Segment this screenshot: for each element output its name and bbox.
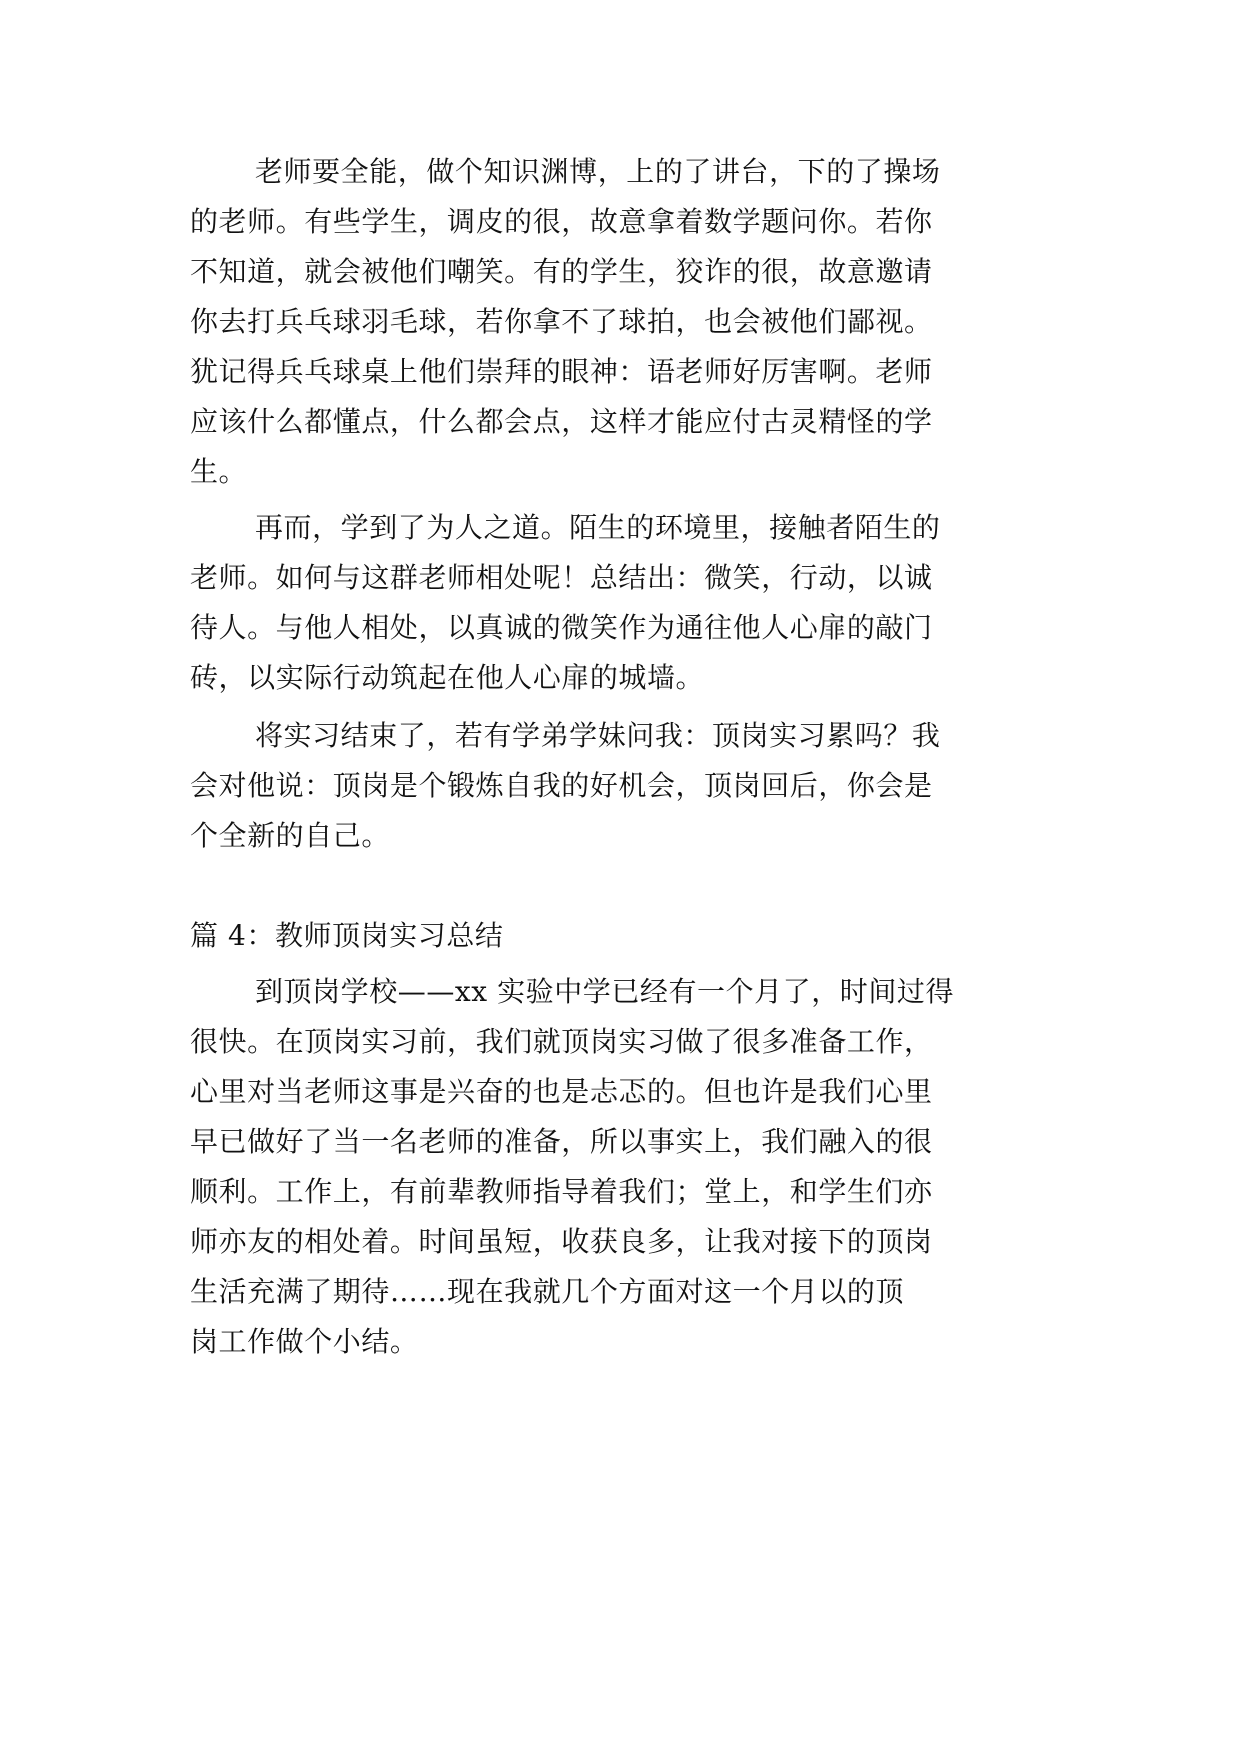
paragraph-line: 将实习结束了，若有学弟学妹问我：顶岗实习累吗？我 [255, 719, 941, 752]
paragraph-line: 老师要全能，做个知识渊博，上的了讲台，下的了操场 [255, 155, 941, 188]
paragraph-line: 的老师。有些学生，调皮的很，故意拿着数学题问你。若你 [190, 205, 933, 238]
paragraph-line: 会对他说：顶岗是个锻炼自我的好机会，顶岗回后，你会是 [190, 769, 933, 802]
paragraph-line: 顺利。工作上，有前辈教师指导着我们；堂上，和学生们亦 [190, 1175, 933, 1208]
paragraph-line: 犹记得兵乓球桌上他们崇拜的眼神：语老师好厉害啊。老师 [190, 355, 933, 388]
paragraph-line: 砖，以实际行动筑起在他人心扉的城墙。 [190, 661, 705, 694]
paragraph-line: 早已做好了当一名老师的准备，所以事实上，我们融入的很 [190, 1125, 933, 1158]
section-heading: 篇 4：教师顶岗实习总结 [190, 919, 504, 952]
paragraph-line: 个全新的自己。 [190, 819, 390, 852]
paragraph-line: 你去打兵乓球羽毛球，若你拿不了球拍，也会被他们鄙视。 [190, 305, 933, 338]
paragraph-line: 应该什么都懂点，什么都会点，这样才能应付古灵精怪的学 [190, 405, 933, 438]
paragraph-line: 再而，学到了为人之道。陌生的环境里，接触者陌生的 [255, 511, 941, 544]
paragraph-line: 生。 [190, 455, 248, 488]
paragraph-line: 待人。与他人相处，以真诚的微笑作为通往他人心扉的敲门 [190, 611, 933, 644]
paragraph-line: 岗工作做个小结。 [190, 1325, 419, 1358]
paragraph-line: 老师。如何与这群老师相处呢！总结出：微笑，行动，以诚 [190, 561, 933, 594]
paragraph-line: 师亦友的相处着。时间虽短，收获良多，让我对接下的顶岗 [190, 1225, 933, 1258]
paragraph-line: 不知道，就会被他们嘲笑。有的学生，狡诈的很，故意邀请 [190, 255, 933, 288]
paragraph-line: 很快。在顶岗实习前，我们就顶岗实习做了很多准备工作， [190, 1025, 933, 1058]
paragraph-line: 到顶岗学校——xx 实验中学已经有一个月了，时间过得 [255, 975, 955, 1008]
paragraph-line: 心里对当老师这事是兴奋的也是忐忑的。但也许是我们心里 [190, 1075, 933, 1108]
paragraph-line: 生活充满了期待……现在我就几个方面对这一个月以的顶 [190, 1275, 905, 1308]
